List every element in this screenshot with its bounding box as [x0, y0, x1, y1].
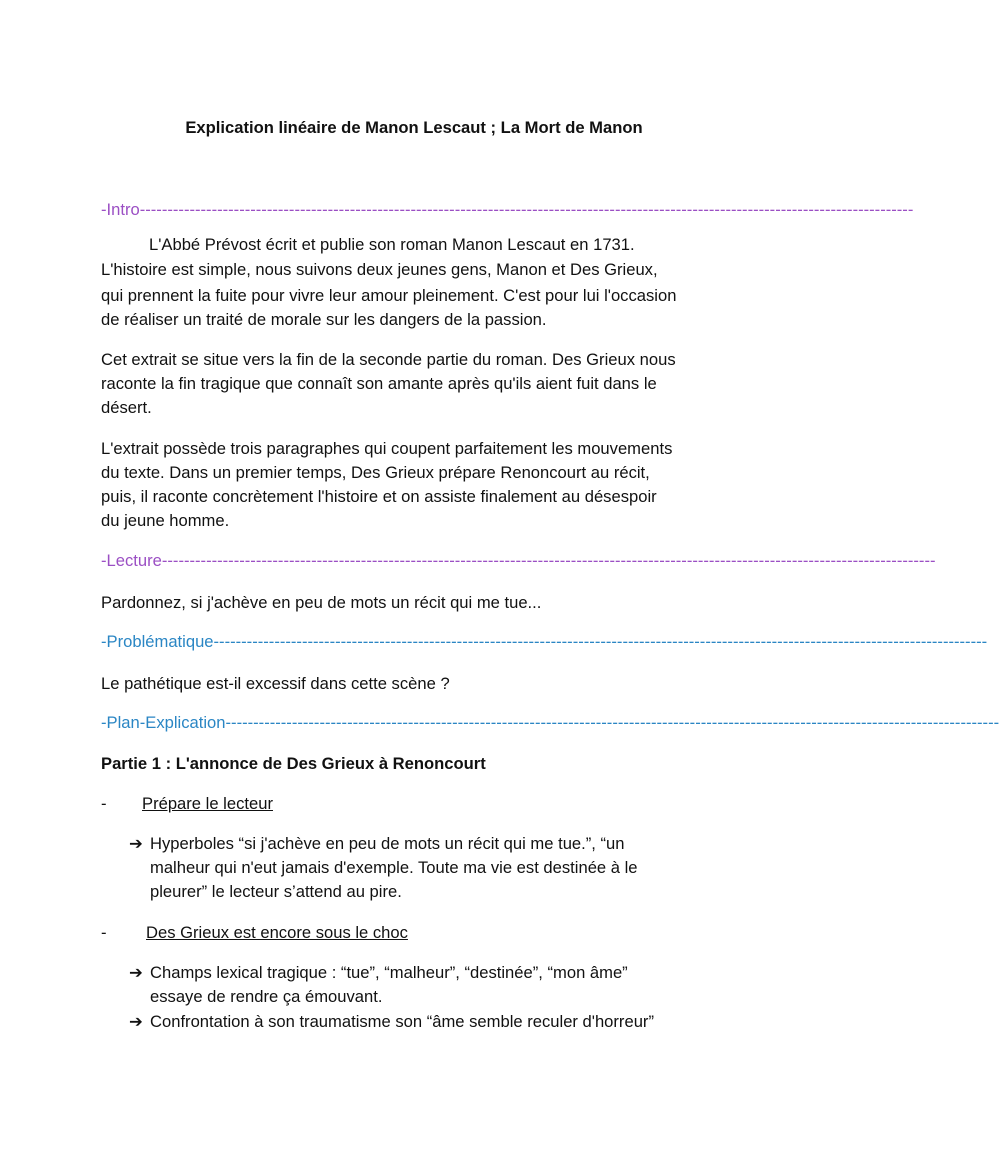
lecture-text: Pardonnez, si j'achève en peu de mots un récit qui me tue...	[101, 593, 542, 612]
partie-title: Partie 1 : L'annonce de Des Grieux à Renoncourt	[101, 754, 486, 773]
paragraph-line: de réaliser un traité de morale sur les dangers de la passion.	[101, 310, 547, 329]
paragraph-line: L'histoire est simple, nous suivons deux jeunes gens, Manon et Des Grieux,	[101, 260, 658, 279]
section-label: -Problématique	[101, 632, 214, 651]
item-line: Confrontation à son traumatisme son “âme semble reculer d'horreur”	[150, 1012, 654, 1031]
point-heading: Des Grieux est encore sous le choc	[146, 923, 408, 942]
paragraph-line: L'extrait possède trois paragraphes qui coupent parfaitement les mouvements	[101, 439, 673, 458]
paragraph-line: qui prennent la fuite pour vivre leur amour pleinement. C'est pour lui l'occasion	[101, 286, 677, 305]
section-header-lecture	[101, 549, 936, 573]
paragraph-line: puis, il raconte concrètement l'histoire et on assiste finalement au désespoir	[101, 487, 657, 506]
arrow-icon: ➔	[129, 1012, 143, 1031]
item-line: Champs lexical tragique : “tue”, “malheur”, “destinée”, “mon âme”	[150, 963, 628, 982]
paragraph-line: désert.	[101, 398, 152, 417]
paragraph-line: du texte. Dans un premier temps, Des Grieux prépare Renoncourt au récit,	[101, 463, 650, 482]
bullet-marker: -	[101, 794, 107, 813]
section-header-intro	[101, 198, 914, 222]
section-rule: --------------------------------------------------------------------------------------------------------------------------------------------	[161, 551, 936, 570]
section-header-plan	[101, 711, 999, 735]
item-line: malheur qui n'eut jamais d'exemple. Toute ma vie est destinée à le	[150, 858, 638, 877]
section-rule: --------------------------------------------------------------------------------------------------------------------------------------------	[139, 200, 914, 219]
paragraph-line: Cet extrait se situe vers la fin de la seconde partie du roman. Des Grieux nous	[101, 350, 676, 369]
arrow-icon: ➔	[129, 963, 143, 982]
section-label: -Intro	[101, 200, 140, 219]
section-label: -Lecture	[101, 551, 162, 570]
section-header-problematique	[101, 630, 988, 654]
problematique-text: Le pathétique est-il excessif dans cette scène ?	[101, 674, 450, 693]
paragraph-line: raconte la fin tragique que connaît son amante après qu'ils aient fuit dans le	[101, 374, 657, 393]
item-line: essaye de rendre ça émouvant.	[150, 987, 383, 1006]
item-line: Hyperboles “si j'achève en peu de mots un récit qui me tue.”, “un	[150, 834, 625, 853]
document-title: Explication linéaire de Manon Lescaut ; La Mort de Manon	[185, 118, 643, 137]
paragraph-line: L'Abbé Prévost écrit et publie son roman Manon Lescaut en 1731.	[149, 235, 635, 254]
section-label: -Plan-Explication	[101, 713, 226, 732]
bullet-marker: -	[101, 923, 107, 942]
section-rule: --------------------------------------------------------------------------------------------------------------------------------------------	[225, 713, 999, 732]
section-rule: --------------------------------------------------------------------------------------------------------------------------------------------	[213, 632, 988, 651]
point-heading: Prépare le lecteur	[142, 794, 273, 813]
arrow-icon: ➔	[129, 834, 143, 853]
paragraph-line: du jeune homme.	[101, 511, 230, 530]
item-line: pleurer” le lecteur s’attend au pire.	[150, 882, 402, 901]
